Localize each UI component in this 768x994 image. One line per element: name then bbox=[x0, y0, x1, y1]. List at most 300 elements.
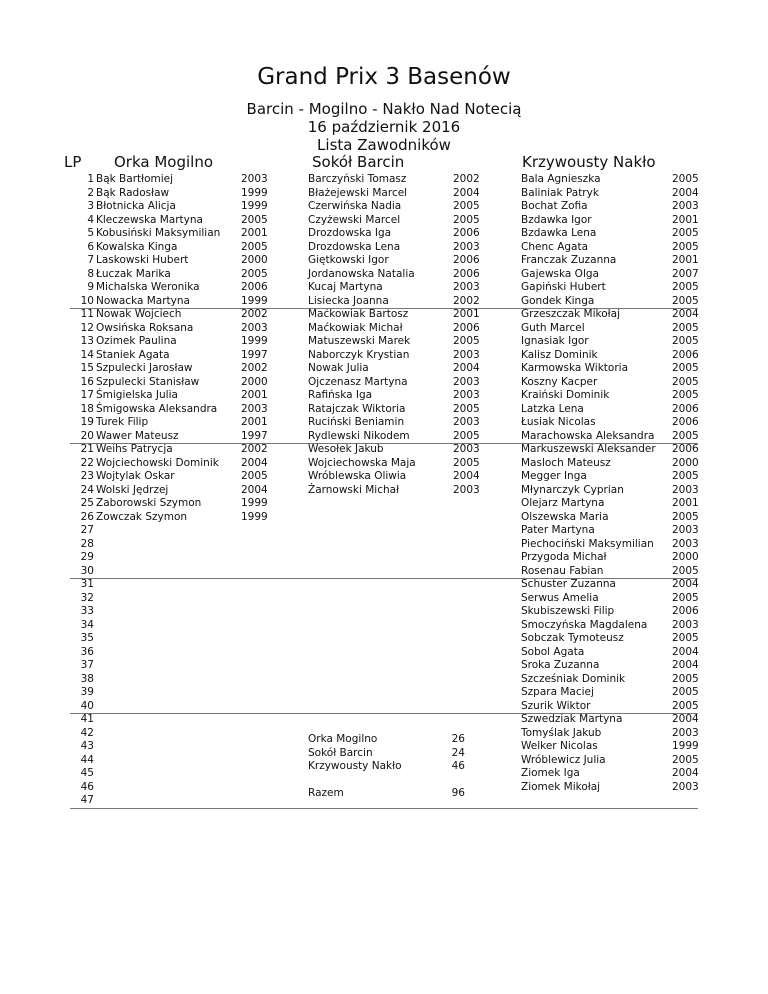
row-number: 11 bbox=[80, 308, 94, 320]
orka-swimmer-name: Zaborowski Szymon bbox=[96, 497, 202, 509]
sokol-swimmer-name: Nowak Julia bbox=[308, 362, 369, 374]
krzywousty-swimmer-name: Kraiński Dominik bbox=[521, 389, 610, 401]
table-row bbox=[70, 740, 698, 754]
krzywousty-swimmer-name: Koszny Kacper bbox=[521, 375, 598, 388]
krzywousty-swimmer-name: Bzdawka Lena bbox=[521, 227, 597, 239]
page-title: Grand Prix 3 Basenów bbox=[257, 64, 511, 90]
krzywousty-swimmer-name: Guth Marcel bbox=[521, 321, 585, 334]
row-number: 27 bbox=[80, 524, 94, 536]
sokol-birth-year: 2003 bbox=[453, 443, 480, 455]
krzywousty-birth-year: 2004 bbox=[672, 186, 699, 199]
krzywousty-swimmer-name: Ziomek Mikołaj bbox=[521, 780, 601, 793]
table-row bbox=[70, 443, 698, 457]
krzywousty-birth-year: 2006 bbox=[672, 402, 699, 415]
row-number: 45 bbox=[80, 767, 94, 779]
row-number: 40 bbox=[80, 699, 94, 712]
orka-birth-year: 1999 bbox=[241, 186, 268, 199]
krzywousty-swimmer-name: Ziomek Iga bbox=[521, 767, 580, 779]
orka-birth-year: 2002 bbox=[241, 362, 268, 374]
orka-birth-year: 2003 bbox=[241, 402, 268, 415]
krzywousty-swimmer-name: Skubiszewski Filip bbox=[521, 605, 615, 617]
krzywousty-birth-year: 2003 bbox=[672, 483, 699, 496]
orka-swimmer-name: Łuczak Marika bbox=[96, 267, 171, 280]
orka-birth-year: 2004 bbox=[241, 483, 268, 496]
krzywousty-birth-year: 2005 bbox=[672, 321, 699, 334]
sokol-swimmer-name: Błażejewski Marcel bbox=[308, 186, 408, 199]
krzywousty-birth-year: 2001 bbox=[672, 213, 699, 226]
sokol-birth-year: 2005 bbox=[453, 402, 480, 415]
krzywousty-swimmer-name: Schuster Zuzanna bbox=[521, 578, 616, 590]
row-number: 44 bbox=[80, 753, 94, 766]
krzywousty-swimmer-name: Bala Agnieszka bbox=[521, 173, 601, 185]
row-number: 43 bbox=[80, 740, 94, 752]
sokol-swimmer-name: Ruciński Beniamin bbox=[308, 416, 405, 428]
table-row bbox=[70, 605, 698, 619]
sokol-swimmer-name: Żarnowski Michał bbox=[308, 483, 400, 496]
row-number: 20 bbox=[80, 429, 94, 442]
row-number: 3 bbox=[87, 200, 94, 212]
krzywousty-birth-year: 2005 bbox=[672, 429, 699, 442]
krzywousty-swimmer-name: Franczak Zuzanna bbox=[521, 254, 617, 266]
krzywousty-birth-year: 2003 bbox=[672, 524, 699, 536]
table-row bbox=[70, 538, 698, 552]
krzywousty-swimmer-name: Tomyślak Jakub bbox=[521, 726, 602, 739]
orka-swimmer-name: Turek Filip bbox=[96, 416, 149, 428]
row-number: 21 bbox=[80, 443, 94, 455]
orka-swimmer-name: Zowczak Szymon bbox=[96, 510, 188, 523]
summary-krzywousty-label: Krzywousty Nakło bbox=[308, 760, 402, 772]
table-row bbox=[70, 389, 698, 403]
krzywousty-birth-year: 2005 bbox=[672, 240, 699, 253]
sokol-birth-year: 2003 bbox=[453, 348, 480, 361]
table-row bbox=[70, 200, 698, 214]
table-row bbox=[70, 713, 698, 727]
sokol-birth-year: 2006 bbox=[453, 321, 480, 334]
row-number: 15 bbox=[80, 362, 94, 374]
krzywousty-birth-year: 2005 bbox=[672, 335, 699, 347]
sokol-birth-year: 2003 bbox=[453, 416, 480, 428]
table-row bbox=[70, 686, 698, 700]
orka-birth-year: 2003 bbox=[241, 321, 268, 334]
orka-birth-year: 2006 bbox=[241, 281, 268, 293]
row-number: 42 bbox=[80, 726, 94, 739]
row-number: 14 bbox=[80, 348, 94, 361]
table-row bbox=[70, 781, 698, 795]
krzywousty-swimmer-name: Ignasiak Igor bbox=[521, 335, 589, 347]
sokol-swimmer-name: Naborczyk Krystian bbox=[308, 348, 410, 361]
sokol-birth-year: 2006 bbox=[453, 267, 480, 280]
krzywousty-birth-year: 2005 bbox=[672, 672, 699, 685]
row-number: 6 bbox=[87, 240, 94, 253]
orka-swimmer-name: Śmigielska Julia bbox=[96, 389, 178, 401]
sokol-birth-year: 2006 bbox=[453, 254, 480, 266]
table-row bbox=[70, 619, 698, 633]
krzywousty-swimmer-name: Bochat Zofia bbox=[521, 200, 588, 212]
table-row bbox=[70, 362, 698, 376]
sokol-birth-year: 2005 bbox=[453, 429, 480, 442]
krzywousty-birth-year: 2004 bbox=[672, 767, 699, 779]
table-row bbox=[70, 457, 698, 471]
krzywousty-birth-year: 2005 bbox=[672, 564, 699, 577]
table-row bbox=[70, 173, 698, 187]
sokol-swimmer-name: Lisiecka Joanna bbox=[308, 294, 389, 307]
krzywousty-swimmer-name: Marachowska Aleksandra bbox=[521, 429, 655, 442]
orka-swimmer-name: Wojciechowski Dominik bbox=[96, 456, 219, 469]
krzywousty-swimmer-name: Sobol Agata bbox=[521, 645, 585, 658]
sokol-swimmer-name: Wróblewska Oliwia bbox=[308, 470, 407, 482]
orka-swimmer-name: Kowalska Kinga bbox=[96, 240, 178, 253]
krzywousty-birth-year: 2004 bbox=[672, 308, 699, 320]
table-row bbox=[70, 632, 698, 646]
row-number: 29 bbox=[80, 551, 94, 563]
table-row bbox=[70, 403, 698, 417]
row-number: 19 bbox=[80, 416, 94, 428]
table-row bbox=[70, 659, 698, 673]
row-number: 30 bbox=[80, 564, 94, 577]
row-number: 37 bbox=[80, 659, 94, 671]
table-row bbox=[70, 349, 698, 363]
table-row bbox=[70, 430, 698, 444]
orka-swimmer-name: Szpulecki Jarosław bbox=[96, 362, 193, 374]
table-row bbox=[70, 295, 698, 309]
table-row bbox=[70, 592, 698, 606]
table-row bbox=[70, 484, 698, 498]
summary-total-count: 96 bbox=[451, 787, 465, 799]
row-divider bbox=[70, 578, 698, 579]
krzywousty-birth-year: 2005 bbox=[672, 375, 699, 388]
krzywousty-birth-year: 2007 bbox=[672, 267, 699, 280]
row-number: 33 bbox=[80, 605, 94, 617]
sokol-swimmer-name: Giętkowski Igor bbox=[308, 254, 389, 266]
orka-birth-year: 2002 bbox=[241, 443, 268, 455]
krzywousty-birth-year: 2001 bbox=[672, 497, 699, 509]
krzywousty-swimmer-name: Grzeszczak Mikołaj bbox=[521, 308, 620, 320]
orka-birth-year: 2005 bbox=[241, 470, 268, 482]
orka-swimmer-name: Śmigowska Aleksandra bbox=[96, 402, 218, 415]
krzywousty-swimmer-name: Megger Inga bbox=[521, 470, 587, 482]
sokol-swimmer-name: Czyżewski Marcel bbox=[308, 213, 401, 226]
orka-birth-year: 2001 bbox=[241, 416, 268, 428]
krzywousty-birth-year: 2003 bbox=[672, 200, 699, 212]
header-club-sokol: Sokół Barcin bbox=[312, 153, 405, 171]
sokol-swimmer-name: Jordanowska Natalia bbox=[308, 267, 415, 280]
sokol-birth-year: 2005 bbox=[453, 213, 480, 226]
row-number: 39 bbox=[80, 686, 94, 698]
row-divider bbox=[70, 713, 698, 714]
summary-krzywousty-count: 46 bbox=[451, 760, 465, 772]
krzywousty-swimmer-name: Welker Nicolas bbox=[521, 740, 598, 752]
orka-birth-year: 1997 bbox=[241, 348, 268, 361]
row-number: 22 bbox=[80, 456, 94, 469]
orka-birth-year: 1999 bbox=[241, 510, 268, 523]
sokol-birth-year: 2005 bbox=[453, 335, 480, 347]
sokol-swimmer-name: Ratajczak Wiktoria bbox=[308, 402, 406, 415]
krzywousty-swimmer-name: Szurik Wiktor bbox=[521, 699, 591, 712]
krzywousty-swimmer-name: Sroka Zuzanna bbox=[521, 659, 600, 671]
krzywousty-swimmer-name: Serwus Amelia bbox=[521, 591, 599, 604]
orka-birth-year: 2001 bbox=[241, 389, 268, 401]
krzywousty-birth-year: 2005 bbox=[672, 632, 699, 644]
sokol-birth-year: 2005 bbox=[453, 200, 480, 212]
orka-birth-year: 2002 bbox=[241, 308, 268, 320]
sokol-birth-year: 2002 bbox=[453, 173, 480, 185]
krzywousty-swimmer-name: Wróblewicz Julia bbox=[521, 753, 606, 766]
table-row bbox=[70, 241, 698, 255]
krzywousty-swimmer-name: Sobczak Tymoteusz bbox=[521, 632, 624, 644]
krzywousty-swimmer-name: Olejarz Martyna bbox=[521, 497, 605, 509]
row-number: 18 bbox=[80, 402, 94, 415]
krzywousty-swimmer-name: Rosenau Fabian bbox=[521, 564, 604, 577]
sokol-swimmer-name: Kucaj Martyna bbox=[308, 281, 383, 293]
krzywousty-birth-year: 2005 bbox=[672, 362, 699, 374]
orka-swimmer-name: Wolski Jędrzej bbox=[96, 483, 169, 496]
krzywousty-swimmer-name: Młynarczyk Cyprian bbox=[521, 483, 624, 496]
krzywousty-swimmer-name: Chenc Agata bbox=[521, 240, 589, 253]
krzywousty-swimmer-name: Szpara Maciej bbox=[521, 686, 594, 698]
row-number: 25 bbox=[80, 497, 94, 509]
krzywousty-swimmer-name: Gajewska Olga bbox=[521, 267, 599, 280]
sokol-swimmer-name: Maćkowiak Bartosz bbox=[308, 308, 409, 320]
krzywousty-birth-year: 2005 bbox=[672, 294, 699, 307]
orka-birth-year: 2000 bbox=[241, 254, 268, 266]
krzywousty-birth-year: 2003 bbox=[672, 780, 699, 793]
row-number: 2 bbox=[87, 186, 94, 199]
krzywousty-birth-year: 2006 bbox=[672, 416, 699, 428]
krzywousty-swimmer-name: Łusiak Nicolas bbox=[521, 416, 596, 428]
krzywousty-swimmer-name: Pater Martyna bbox=[521, 524, 595, 536]
table-row bbox=[70, 524, 698, 538]
row-number: 35 bbox=[80, 632, 94, 644]
krzywousty-birth-year: 1999 bbox=[672, 740, 699, 752]
krzywousty-swimmer-name: Olszewska Maria bbox=[521, 510, 609, 523]
row-number: 5 bbox=[87, 227, 94, 239]
table-row bbox=[70, 335, 698, 349]
sokol-swimmer-name: Barczyński Tomasz bbox=[308, 173, 407, 185]
row-divider bbox=[70, 308, 698, 309]
orka-birth-year: 2003 bbox=[241, 173, 268, 185]
krzywousty-birth-year: 2006 bbox=[672, 348, 699, 361]
sokol-birth-year: 2003 bbox=[453, 375, 480, 388]
orka-swimmer-name: Wojtylak Oskar bbox=[96, 470, 175, 482]
row-number: 12 bbox=[80, 321, 94, 334]
header-club-orka: Orka Mogilno bbox=[114, 153, 214, 171]
header-lp: LP bbox=[64, 153, 82, 171]
sokol-swimmer-name: Matuszewski Marek bbox=[308, 335, 411, 347]
krzywousty-swimmer-name: Szwedziak Martyna bbox=[521, 713, 623, 725]
table-row bbox=[70, 281, 698, 295]
krzywousty-swimmer-name: Karmowska Wiktoria bbox=[521, 362, 629, 374]
sokol-birth-year: 2005 bbox=[453, 456, 480, 469]
orka-swimmer-name: Ozimek Paulina bbox=[96, 335, 177, 347]
orka-swimmer-name: Nowacka Martyna bbox=[96, 294, 190, 307]
krzywousty-swimmer-name: Kalisz Dominik bbox=[521, 348, 598, 361]
orka-swimmer-name: Michalska Weronika bbox=[96, 281, 200, 293]
krzywousty-birth-year: 2005 bbox=[672, 389, 699, 401]
orka-swimmer-name: Bąk Bartłomiej bbox=[96, 173, 174, 185]
table-row bbox=[70, 497, 698, 511]
krzywousty-birth-year: 2005 bbox=[672, 510, 699, 523]
table-row bbox=[70, 578, 698, 592]
krzywousty-swimmer-name: Masloch Mateusz bbox=[521, 456, 611, 469]
table-row bbox=[70, 376, 698, 390]
row-number: 8 bbox=[87, 267, 94, 280]
krzywousty-swimmer-name: Gondek Kinga bbox=[521, 294, 595, 307]
krzywousty-swimmer-name: Gapiński Hubert bbox=[521, 281, 606, 293]
row-number: 47 bbox=[80, 794, 94, 806]
orka-swimmer-name: Nowak Wojciech bbox=[96, 308, 182, 320]
krzywousty-birth-year: 2000 bbox=[672, 456, 699, 469]
sokol-swimmer-name: Drozdowska Iga bbox=[308, 227, 392, 239]
orka-swimmer-name: Owsińska Roksana bbox=[96, 321, 194, 334]
krzywousty-birth-year: 2005 bbox=[672, 281, 699, 293]
table-row bbox=[70, 470, 698, 484]
sokol-birth-year: 2004 bbox=[453, 362, 480, 374]
header-club-krzywousty: Krzywousty Nakło bbox=[522, 153, 656, 171]
sokol-swimmer-name: Czerwińska Nadia bbox=[308, 200, 402, 212]
orka-birth-year: 1999 bbox=[241, 335, 268, 347]
orka-swimmer-name: Kleczewska Martyna bbox=[96, 213, 203, 226]
row-number: 16 bbox=[80, 375, 94, 388]
sokol-birth-year: 2006 bbox=[453, 227, 480, 239]
krzywousty-birth-year: 2000 bbox=[672, 551, 699, 563]
krzywousty-birth-year: 2005 bbox=[672, 686, 699, 698]
orka-birth-year: 1999 bbox=[241, 200, 268, 212]
row-number: 24 bbox=[80, 483, 94, 496]
sokol-birth-year: 2001 bbox=[453, 308, 480, 320]
krzywousty-birth-year: 2003 bbox=[672, 726, 699, 739]
sokol-birth-year: 2003 bbox=[453, 389, 480, 401]
krzywousty-swimmer-name: Markuszewski Aleksander bbox=[521, 443, 656, 455]
sokol-birth-year: 2003 bbox=[453, 281, 480, 293]
orka-swimmer-name: Laskowski Hubert bbox=[96, 254, 189, 266]
table-row bbox=[70, 511, 698, 525]
table-row bbox=[70, 416, 698, 430]
row-number: 17 bbox=[80, 389, 94, 401]
krzywousty-birth-year: 2005 bbox=[672, 591, 699, 604]
sokol-birth-year: 2003 bbox=[453, 240, 480, 253]
row-number: 7 bbox=[87, 254, 94, 266]
summary-sokol-count: 24 bbox=[451, 746, 465, 759]
summary-total-label: Razem bbox=[308, 787, 344, 799]
row-number: 28 bbox=[80, 537, 94, 550]
row-number: 31 bbox=[80, 578, 94, 590]
table-row bbox=[70, 254, 698, 268]
krzywousty-birth-year: 2004 bbox=[672, 659, 699, 671]
row-number: 23 bbox=[80, 470, 94, 482]
row-number: 13 bbox=[80, 335, 94, 347]
event-route: Barcin - Mogilno - Nakło Nad Notecią bbox=[246, 100, 522, 118]
sokol-swimmer-name: Wojciechowska Maja bbox=[308, 456, 416, 469]
row-divider bbox=[70, 808, 698, 809]
sokol-swimmer-name: Wesołek Jakub bbox=[308, 443, 384, 455]
row-number: 46 bbox=[80, 780, 94, 793]
krzywousty-swimmer-name: Szcześniak Dominik bbox=[521, 672, 626, 685]
sokol-birth-year: 2002 bbox=[453, 294, 480, 307]
row-number: 26 bbox=[80, 510, 94, 523]
krzywousty-birth-year: 2004 bbox=[672, 713, 699, 725]
row-number: 1 bbox=[87, 173, 94, 185]
table-row bbox=[70, 673, 698, 687]
table-row bbox=[70, 268, 698, 282]
krzywousty-swimmer-name: Piechociński Maksymilian bbox=[521, 537, 654, 550]
table-row bbox=[70, 227, 698, 241]
row-number: 36 bbox=[80, 645, 94, 658]
orka-swimmer-name: Wawer Mateusz bbox=[96, 429, 179, 442]
krzywousty-swimmer-name: Bzdawka Igor bbox=[521, 213, 592, 226]
row-number: 9 bbox=[87, 281, 94, 293]
table-row bbox=[70, 700, 698, 714]
summary-orka-label: Orka Mogilno bbox=[308, 733, 378, 745]
sokol-birth-year: 2003 bbox=[453, 483, 480, 496]
summary-orka-count: 26 bbox=[451, 733, 465, 745]
row-number: 34 bbox=[80, 618, 94, 631]
table-row bbox=[70, 322, 698, 336]
krzywousty-birth-year: 2005 bbox=[672, 173, 699, 185]
orka-birth-year: 1999 bbox=[241, 497, 268, 509]
event-date: 16 październik 2016 bbox=[307, 118, 461, 136]
table-row bbox=[70, 308, 698, 322]
krzywousty-swimmer-name: Smoczyńska Magdalena bbox=[521, 618, 648, 631]
table-row bbox=[70, 727, 698, 741]
sokol-birth-year: 2004 bbox=[453, 186, 480, 199]
krzywousty-birth-year: 2006 bbox=[672, 443, 699, 455]
krzywousty-birth-year: 2004 bbox=[672, 645, 699, 658]
list-title: Lista Zawodników bbox=[317, 136, 451, 154]
orka-birth-year: 2000 bbox=[241, 375, 268, 388]
orka-swimmer-name: Kobusiński Maksymilian bbox=[96, 227, 221, 239]
krzywousty-birth-year: 2005 bbox=[672, 227, 699, 239]
sokol-swimmer-name: Rafińska Iga bbox=[308, 389, 373, 401]
krzywousty-birth-year: 2006 bbox=[672, 605, 699, 617]
row-number: 38 bbox=[80, 672, 94, 685]
orka-swimmer-name: Szpulecki Stanisław bbox=[96, 375, 200, 388]
table-row bbox=[70, 794, 698, 808]
table-row bbox=[70, 214, 698, 228]
row-number: 32 bbox=[80, 591, 94, 604]
krzywousty-birth-year: 2003 bbox=[672, 537, 699, 550]
sokol-swimmer-name: Maćkowiak Michał bbox=[308, 321, 403, 334]
orka-swimmer-name: Staniek Agata bbox=[96, 348, 170, 361]
sokol-swimmer-name: Drozdowska Lena bbox=[308, 240, 401, 253]
row-number: 41 bbox=[80, 713, 94, 725]
table-row bbox=[70, 187, 698, 201]
krzywousty-swimmer-name: Latzka Lena bbox=[521, 402, 584, 415]
krzywousty-swimmer-name: Baliniak Patryk bbox=[521, 186, 599, 199]
orka-swimmer-name: Bąk Radosław bbox=[96, 186, 170, 199]
orka-birth-year: 2004 bbox=[241, 456, 268, 469]
orka-swimmer-name: Weihs Patrycja bbox=[96, 443, 173, 455]
krzywousty-birth-year: 2005 bbox=[672, 470, 699, 482]
krzywousty-birth-year: 2003 bbox=[672, 618, 699, 631]
krzywousty-birth-year: 2001 bbox=[672, 254, 699, 266]
krzywousty-birth-year: 2005 bbox=[672, 699, 699, 712]
krzywousty-birth-year: 2004 bbox=[672, 578, 699, 590]
sokol-birth-year: 2004 bbox=[453, 470, 480, 482]
krzywousty-birth-year: 2005 bbox=[672, 753, 699, 766]
krzywousty-swimmer-name: Przygoda Michał bbox=[521, 551, 607, 563]
orka-swimmer-name: Błotnicka Alicja bbox=[96, 200, 176, 212]
orka-birth-year: 2005 bbox=[241, 267, 268, 280]
orka-birth-year: 1999 bbox=[241, 294, 268, 307]
table-row bbox=[70, 646, 698, 660]
table-row bbox=[70, 551, 698, 565]
orka-birth-year: 2005 bbox=[241, 213, 268, 226]
orka-birth-year: 2001 bbox=[241, 227, 268, 239]
table-row bbox=[70, 565, 698, 579]
orka-birth-year: 2005 bbox=[241, 240, 268, 253]
sokol-swimmer-name: Ojczenasz Martyna bbox=[308, 375, 408, 388]
row-number: 10 bbox=[80, 294, 94, 307]
